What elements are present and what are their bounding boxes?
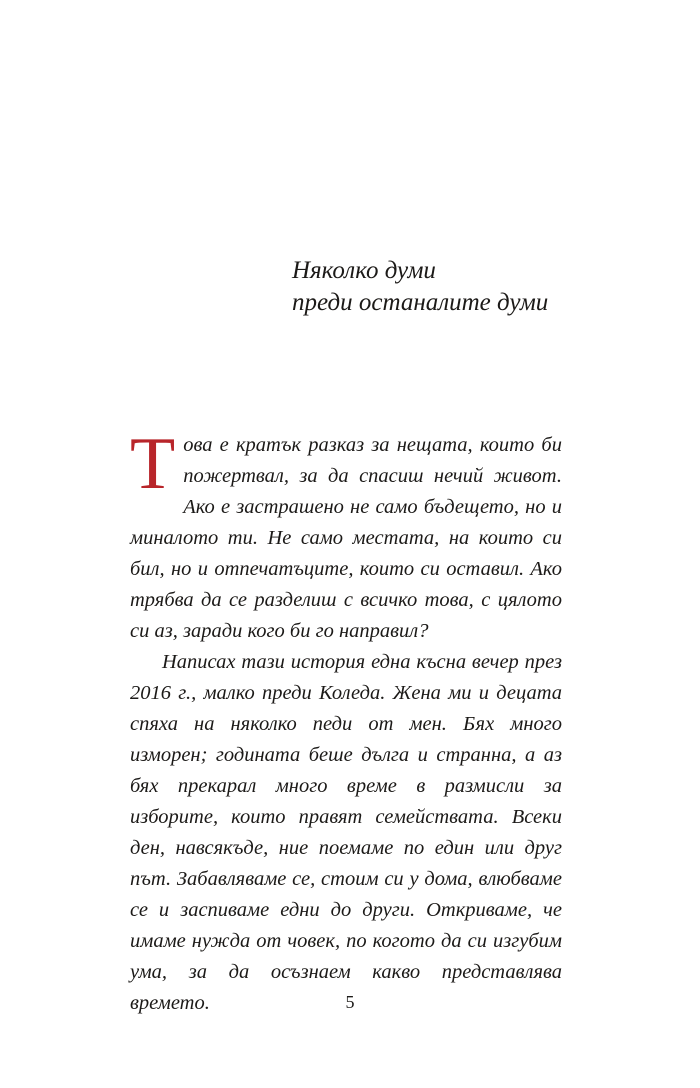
page-number: 5 [345,992,355,1012]
paragraph-2: Написах тази история една късна вечер през 2016 г., малко преди Коледа. Жена ми и децата спяха на няколко педи от мен. Бях много изморен; годината беше дълга и странна, а аз бях прекарал много време в размисли за изборите, които правят семействата. Всеки ден, навсякъде, ние поемаме по един или друг път. Забавляваме се, стоим си у дома, влюбваме се и заспиваме едни до други. Откриваме, че имаме нужда от човек, по когото да си изгубим ума, за да осъзнаем какво представлява времето. [130,651,562,1014]
chapter-heading [292,255,612,319]
paragraph-1-text: ова е кратък разказ за нещата, които би пожертвал, за да спасиш нечий живот. Ако е застрашено не само бъдещето, но и миналото ти. Не само местата, на които си бил, но и отпечатъците, които си оставил. Ако трябва да се разделиш с всичко това, с цялото си аз, заради кого би го направил? [130,434,562,642]
drop-cap: Т [130,423,176,505]
body-text [130,423,562,1019]
paragraph-1 [130,423,562,647]
chapter-heading-line-1: Няколко думи [292,257,436,284]
chapter-heading-line-2: преди останалите думи [292,289,549,316]
